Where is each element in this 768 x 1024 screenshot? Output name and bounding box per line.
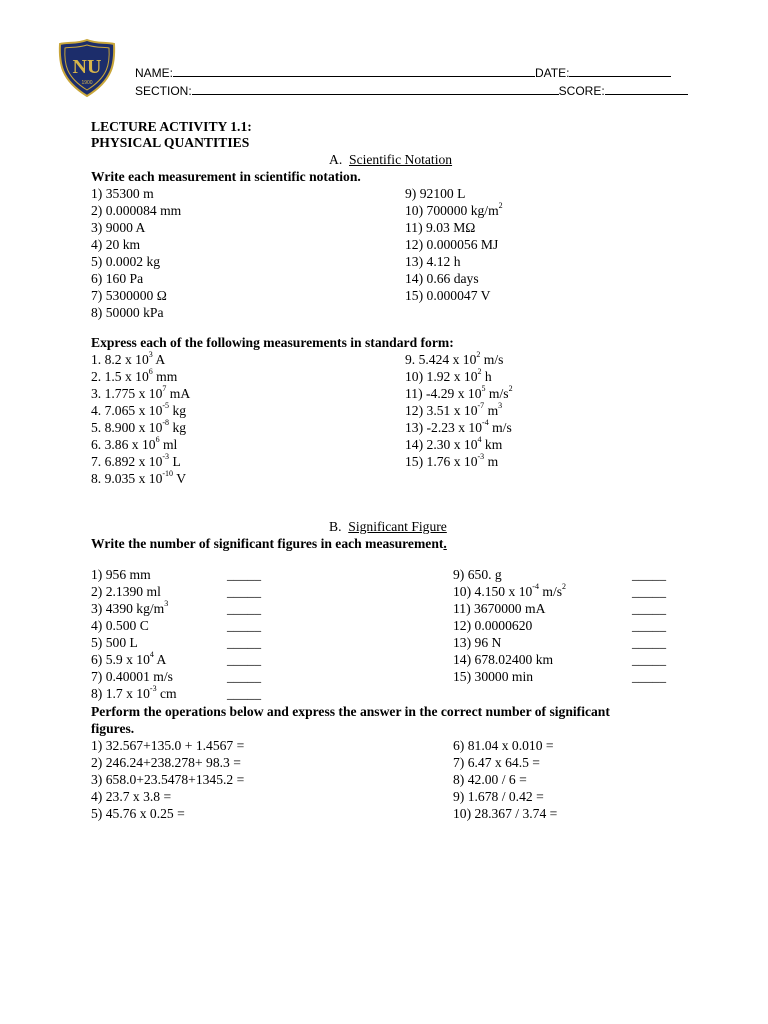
operation-item: 6) 81.04 x 0.010 =: [453, 738, 554, 753]
sigfig-item: [91, 634, 177, 651]
operation-item: 1) 32.567+135.0 + 1.4567 =: [91, 738, 245, 753]
scientific-notation-list-right: [405, 185, 503, 304]
unit-text: V: [173, 471, 187, 486]
item-text: 3) 4390 kg/m: [91, 601, 165, 616]
sigfig-item: [91, 617, 177, 634]
unit-text: m/s: [538, 584, 563, 599]
answer-blank[interactable]: _____: [227, 618, 261, 633]
score-label: SCORE:: [558, 84, 605, 98]
activity-subtitle: PHYSICAL QUANTITIES: [91, 135, 250, 150]
item-text: 6. 3.86 x 10: [91, 437, 156, 452]
date-field[interactable]: [569, 64, 671, 77]
measurement-item: [91, 253, 181, 270]
sigfig-item: [91, 651, 177, 668]
standard-form-item: [91, 368, 190, 385]
operation-item: 7) 6.47 x 64.5 =: [453, 755, 540, 770]
standard-form-item: [405, 385, 513, 402]
standard-form-item: [405, 351, 513, 368]
exponent: 5: [481, 384, 486, 394]
item-text: 8) 50000 kPa: [91, 305, 164, 320]
item-text: 8. 9.035 x 10: [91, 471, 163, 486]
answer-blank[interactable]: _____: [227, 669, 261, 684]
section-field[interactable]: [192, 82, 559, 95]
exponent: -3: [162, 452, 170, 462]
exponent: 3: [164, 599, 169, 609]
item-text: 7) 0.40001 m/s: [91, 669, 173, 684]
standard-form-item: [405, 402, 513, 419]
score-field[interactable]: [605, 82, 688, 95]
section-a-title: Scientific Notation: [349, 152, 453, 167]
answer-blank[interactable]: _____: [632, 584, 666, 599]
exponent: -4: [482, 418, 489, 428]
item-text: 3) 9000 A: [91, 220, 146, 235]
item-text: 15) 0.000047 V: [405, 288, 491, 303]
exponent: 2: [477, 367, 482, 377]
exponent: -8: [162, 418, 170, 428]
name-row: [135, 64, 671, 81]
exponent: -5: [162, 401, 170, 411]
item-text: 1) 35300 m: [91, 186, 154, 201]
item-text: 10) 1.92 x 10: [405, 369, 478, 384]
exponent: 3: [148, 350, 153, 360]
unit-text: A: [153, 652, 167, 667]
sigfig-answer-blanks-right: [632, 566, 666, 685]
answer-blank[interactable]: _____: [227, 567, 261, 582]
item-text: 14) 2.30 x 10: [405, 437, 478, 452]
item-text: 10) 4.150 x 10: [453, 584, 533, 599]
item-text: 9) 650. g: [453, 567, 502, 582]
item-text: 5. 8.900 x 10: [91, 420, 163, 435]
scientific-notation-list-left: [91, 185, 181, 321]
operations-instruction-line2: figures.: [91, 721, 135, 736]
unit-text: ml: [159, 437, 178, 452]
section-b-instruction: Write the number of significant figures in each measurement.: [91, 536, 447, 551]
item-text: 4. 7.065 x 10: [91, 403, 163, 418]
item-text: 5) 500 L: [91, 635, 138, 650]
operations-instruction-line1: Perform the operations below and express the answer in the correct number of significant: [91, 704, 610, 719]
section-b-heading: [329, 518, 447, 535]
item-text: 9) 92100 L: [405, 186, 466, 201]
sigfig-item: [453, 600, 566, 617]
exponent: 7: [162, 384, 167, 394]
section-a-instruction-2: Express each of the following measurements in standard form:: [91, 335, 454, 350]
sigfig-list-left: [91, 566, 177, 702]
unit-text: m: [484, 454, 499, 469]
item-text: 13) 96 N: [453, 635, 502, 650]
standard-form-item: [91, 402, 190, 419]
unit-text: km: [481, 437, 503, 452]
standard-form-item: [91, 385, 190, 402]
unit-text: cm: [156, 686, 177, 701]
standard-form-item: [405, 419, 513, 436]
date-label: DATE:: [535, 66, 570, 80]
item-text: 1) 956 mm: [91, 567, 151, 582]
university-seal-logo: [57, 38, 117, 98]
item-text: 14) 0.66 days: [405, 271, 479, 286]
operation-item: 3) 658.0+23.5478+1345.2 =: [91, 772, 245, 787]
operations-list-left: [91, 737, 244, 822]
sigfig-answer-blanks-left: [227, 566, 261, 702]
exponent: 2: [476, 350, 481, 360]
answer-blank[interactable]: _____: [632, 669, 666, 684]
operation-item: 2) 246.24+238.278+ 98.3 =: [91, 755, 241, 770]
answer-blank[interactable]: _____: [227, 652, 261, 667]
unit-text: kg: [169, 420, 187, 435]
measurement-item: [91, 287, 181, 304]
sigfig-list-right: [453, 566, 566, 685]
answer-blank[interactable]: _____: [227, 584, 261, 599]
answer-blank[interactable]: _____: [227, 601, 261, 616]
unit-text: mA: [166, 386, 191, 401]
standard-form-item: [405, 436, 513, 453]
answer-blank[interactable]: _____: [632, 618, 666, 633]
item-text: 1. 8.2 x 10: [91, 352, 149, 367]
standard-form-item: [91, 351, 190, 368]
item-text: 13) -2.23 x 10: [405, 420, 483, 435]
answer-blank[interactable]: _____: [227, 635, 261, 650]
answer-blank[interactable]: _____: [632, 567, 666, 582]
sigfig-item: [91, 566, 177, 583]
exponent: -7: [477, 401, 485, 411]
unit-text: h: [481, 369, 492, 384]
exponent: 2: [508, 384, 513, 394]
item-text: 12) 0.000056 MJ: [405, 237, 499, 252]
unit-text: A: [152, 352, 166, 367]
section-a-letter: A.: [329, 152, 343, 167]
measurement-item: [405, 236, 503, 253]
answer-blank[interactable]: _____: [632, 601, 666, 616]
answer-blank[interactable]: _____: [632, 635, 666, 650]
section-b-letter: B.: [329, 519, 342, 534]
measurement-item: [405, 202, 503, 219]
item-text: 9. 5.424 x 10: [405, 352, 477, 367]
answer-blank[interactable]: _____: [227, 686, 261, 701]
item-text: 11) -4.29 x 10: [405, 386, 482, 401]
sigfig-item: [91, 600, 177, 617]
exponent: -3: [477, 452, 485, 462]
item-text: 15) 30000 min: [453, 669, 534, 684]
exponent: 2: [562, 582, 567, 592]
item-text: 8) 1.7 x 10: [91, 686, 150, 701]
item-text: 13) 4.12 h: [405, 254, 461, 269]
item-text: 10) 700000 kg/m: [405, 203, 499, 218]
measurement-item: [405, 270, 503, 287]
measurement-item: [91, 236, 181, 253]
exponent: 6: [155, 435, 160, 445]
sigfig-item: [453, 651, 566, 668]
sigfig-item: [91, 583, 177, 600]
unit-text: m: [484, 403, 499, 418]
sigfig-item: [91, 685, 177, 702]
operation-item: 4) 23.7 x 3.8 =: [91, 789, 172, 804]
operation-item: 5) 45.76 x 0.25 =: [91, 806, 185, 821]
item-text: 14) 678.02400 km: [453, 652, 554, 667]
sigfig-item: [91, 668, 177, 685]
sigfig-item: [453, 617, 566, 634]
item-text: 12) 3.51 x 10: [405, 403, 478, 418]
item-text: 3. 1.775 x 10: [91, 386, 163, 401]
unit-text: L: [169, 454, 181, 469]
unit-text: m/s: [480, 352, 504, 367]
item-text: 12) 0.0000620: [453, 618, 533, 633]
item-text: 6) 5.9 x 10: [91, 652, 150, 667]
measurement-item: [91, 219, 181, 236]
operations-list-right: [453, 737, 557, 822]
section-a-heading: [329, 151, 452, 168]
measurement-item: [91, 185, 181, 202]
unit-text: m/s: [485, 386, 509, 401]
unit-text: m/s: [488, 420, 512, 435]
section-label: SECTION:: [135, 84, 192, 98]
section-b-title: Significant Figure: [348, 519, 447, 534]
item-text: 11) 3670000 mA: [453, 601, 546, 616]
item-text: 2) 2.1390 ml: [91, 584, 161, 599]
standard-form-list-left: [91, 351, 190, 487]
measurement-item: [91, 270, 181, 287]
sigfig-item: [453, 583, 566, 600]
logo-year: 1900: [81, 80, 93, 86]
operation-item: 8) 42.00 / 6 =: [453, 772, 527, 787]
exponent: -4: [532, 582, 539, 592]
item-text: 4) 0.500 C: [91, 618, 149, 633]
item-text: 4) 20 km: [91, 237, 141, 252]
operation-item: 9) 1.678 / 0.42 =: [453, 789, 544, 804]
measurement-item: [405, 185, 503, 202]
standard-form-item: [405, 368, 513, 385]
sigfig-item: [453, 634, 566, 651]
item-text: 15) 1.76 x 10: [405, 454, 478, 469]
measurement-item: [405, 287, 503, 304]
standard-form-item: [91, 436, 190, 453]
measurement-item: [91, 202, 181, 219]
item-text: 2. 1.5 x 10: [91, 369, 149, 384]
measurement-item: [405, 253, 503, 270]
unit-text: mm: [152, 369, 178, 384]
exponent: 3: [498, 401, 503, 411]
standard-form-list-right: [405, 351, 513, 470]
section-a-instruction-1: Write each measurement in scientific notation.: [91, 169, 361, 184]
logo-letters: NU: [72, 56, 102, 78]
sigfig-item: [453, 566, 566, 583]
standard-form-item: [91, 419, 190, 436]
activity-title: LECTURE ACTIVITY 1.1:: [91, 119, 252, 134]
section-row: [135, 82, 688, 99]
item-text: 11) 9.03 MΩ: [405, 220, 476, 235]
standard-form-item: [91, 470, 190, 487]
standard-form-item: [405, 453, 513, 470]
item-text: 6) 160 Pa: [91, 271, 144, 286]
answer-blank[interactable]: _____: [632, 652, 666, 667]
exponent: 2: [498, 201, 503, 211]
unit-text: kg: [169, 403, 187, 418]
sigfig-item: [453, 668, 566, 685]
exponent: 4: [477, 435, 482, 445]
item-text: 7. 6.892 x 10: [91, 454, 163, 469]
operation-item: 10) 28.367 / 3.74 =: [453, 806, 558, 821]
exponent: 6: [148, 367, 153, 377]
exponent: -10: [162, 469, 174, 479]
name-field[interactable]: [173, 64, 535, 77]
item-text: 5) 0.0002 kg: [91, 254, 161, 269]
measurement-item: [91, 304, 181, 321]
exponent: -3: [149, 684, 157, 694]
name-label: NAME:: [135, 66, 174, 80]
exponent: 4: [149, 650, 154, 660]
measurement-item: [405, 219, 503, 236]
item-text: 2) 0.000084 mm: [91, 203, 182, 218]
item-text: 7) 5300000 Ω: [91, 288, 167, 303]
standard-form-item: [91, 453, 190, 470]
